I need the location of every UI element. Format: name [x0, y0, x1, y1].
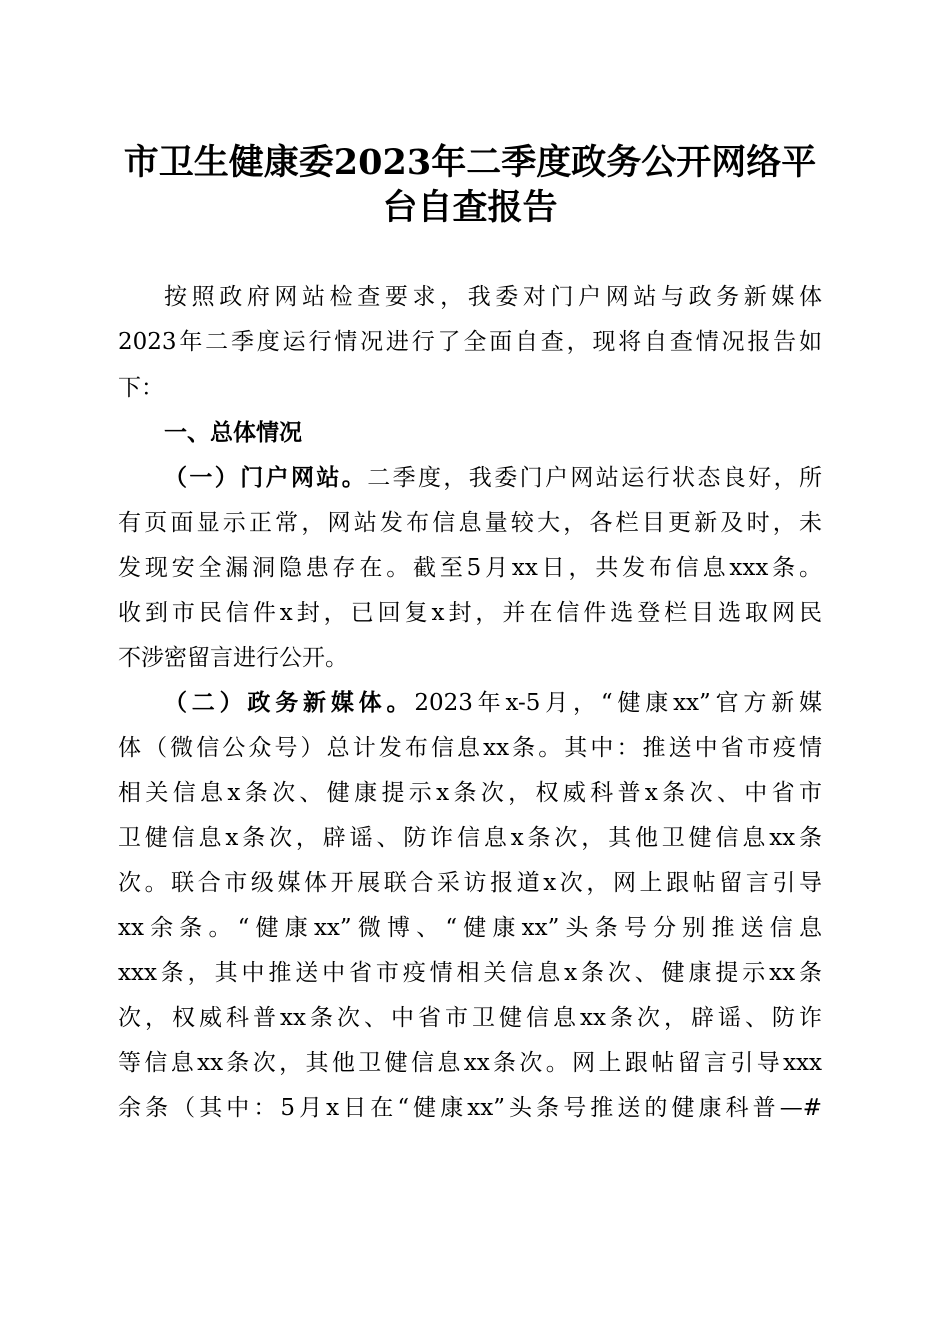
paragraph-line: 等信息xx条次，其他卫健信息xx条次。网上跟帖留言引导xxx — [118, 1050, 822, 1076]
paragraph-line: xx余条。“健康xx”微博、“健康xx”头条号分别推送信息 — [118, 915, 822, 941]
subsection-lead: （一）门户网站。 — [164, 465, 368, 491]
paragraph-line: 相关信息x条次、健康提示x条次，权威科普x条次、中省市 — [118, 780, 822, 806]
paragraph-line: 体（微信公众号）总计发布信息xx条。其中：推送中省市疫情 — [118, 735, 822, 761]
document-title-line-2: 台自查报告 — [382, 187, 558, 228]
paragraph-line: xxx条，其中推送中省市疫情相关信息x条次、健康提示xx条 — [118, 960, 822, 986]
paragraph-line: 卫健信息x条次，辟谣、防诈信息x条次，其他卫健信息xx条 — [118, 825, 822, 851]
paragraph-line: 有页面显示正常，网站发布信息量较大，各栏目更新及时，未 — [118, 510, 822, 536]
paragraph-line: 发现安全漏洞隐患存在。截至5月xx日，共发布信息xxx条。 — [118, 555, 822, 581]
paragraph-line: 次。联合市级媒体开展联合采访报道x次，网上跟帖留言引导 — [118, 870, 822, 896]
section-heading: 一、总体情况 — [164, 420, 302, 446]
document-title-line-1: 市卫生健康委2023年二季度政务公开网络平 — [123, 142, 817, 183]
intro-line: 2023年二季度运行情况进行了全面自查，现将自查情况报告如 — [118, 329, 822, 355]
paragraph-line — [118, 681, 822, 726]
paragraph-line: 不涉密留言进行公开。 — [118, 645, 348, 671]
subsection-lead: （二）政务新媒体。 — [164, 690, 415, 716]
intro-line: 按照政府网站检查要求，我委对门户网站与政务新媒体 — [164, 284, 822, 310]
paragraph-line — [118, 456, 822, 501]
paragraph-line: 收到市民信件x封，已回复x封，并在信件选登栏目选取网民 — [118, 600, 822, 626]
paragraph-line: 余条（其中：5月x日在“健康xx”头条号推送的健康科普—# — [118, 1095, 822, 1121]
paragraph-text: 二季度，我委门户网站运行状态良好，所 — [367, 465, 823, 491]
paragraph-text: 2023年x-5月，“健康xx”官方新媒 — [414, 690, 823, 716]
intro-line: 下： — [118, 375, 164, 401]
paragraph-line: 次，权威科普xx条次、中省市卫健信息xx条次，辟谣、防诈 — [118, 1005, 822, 1031]
